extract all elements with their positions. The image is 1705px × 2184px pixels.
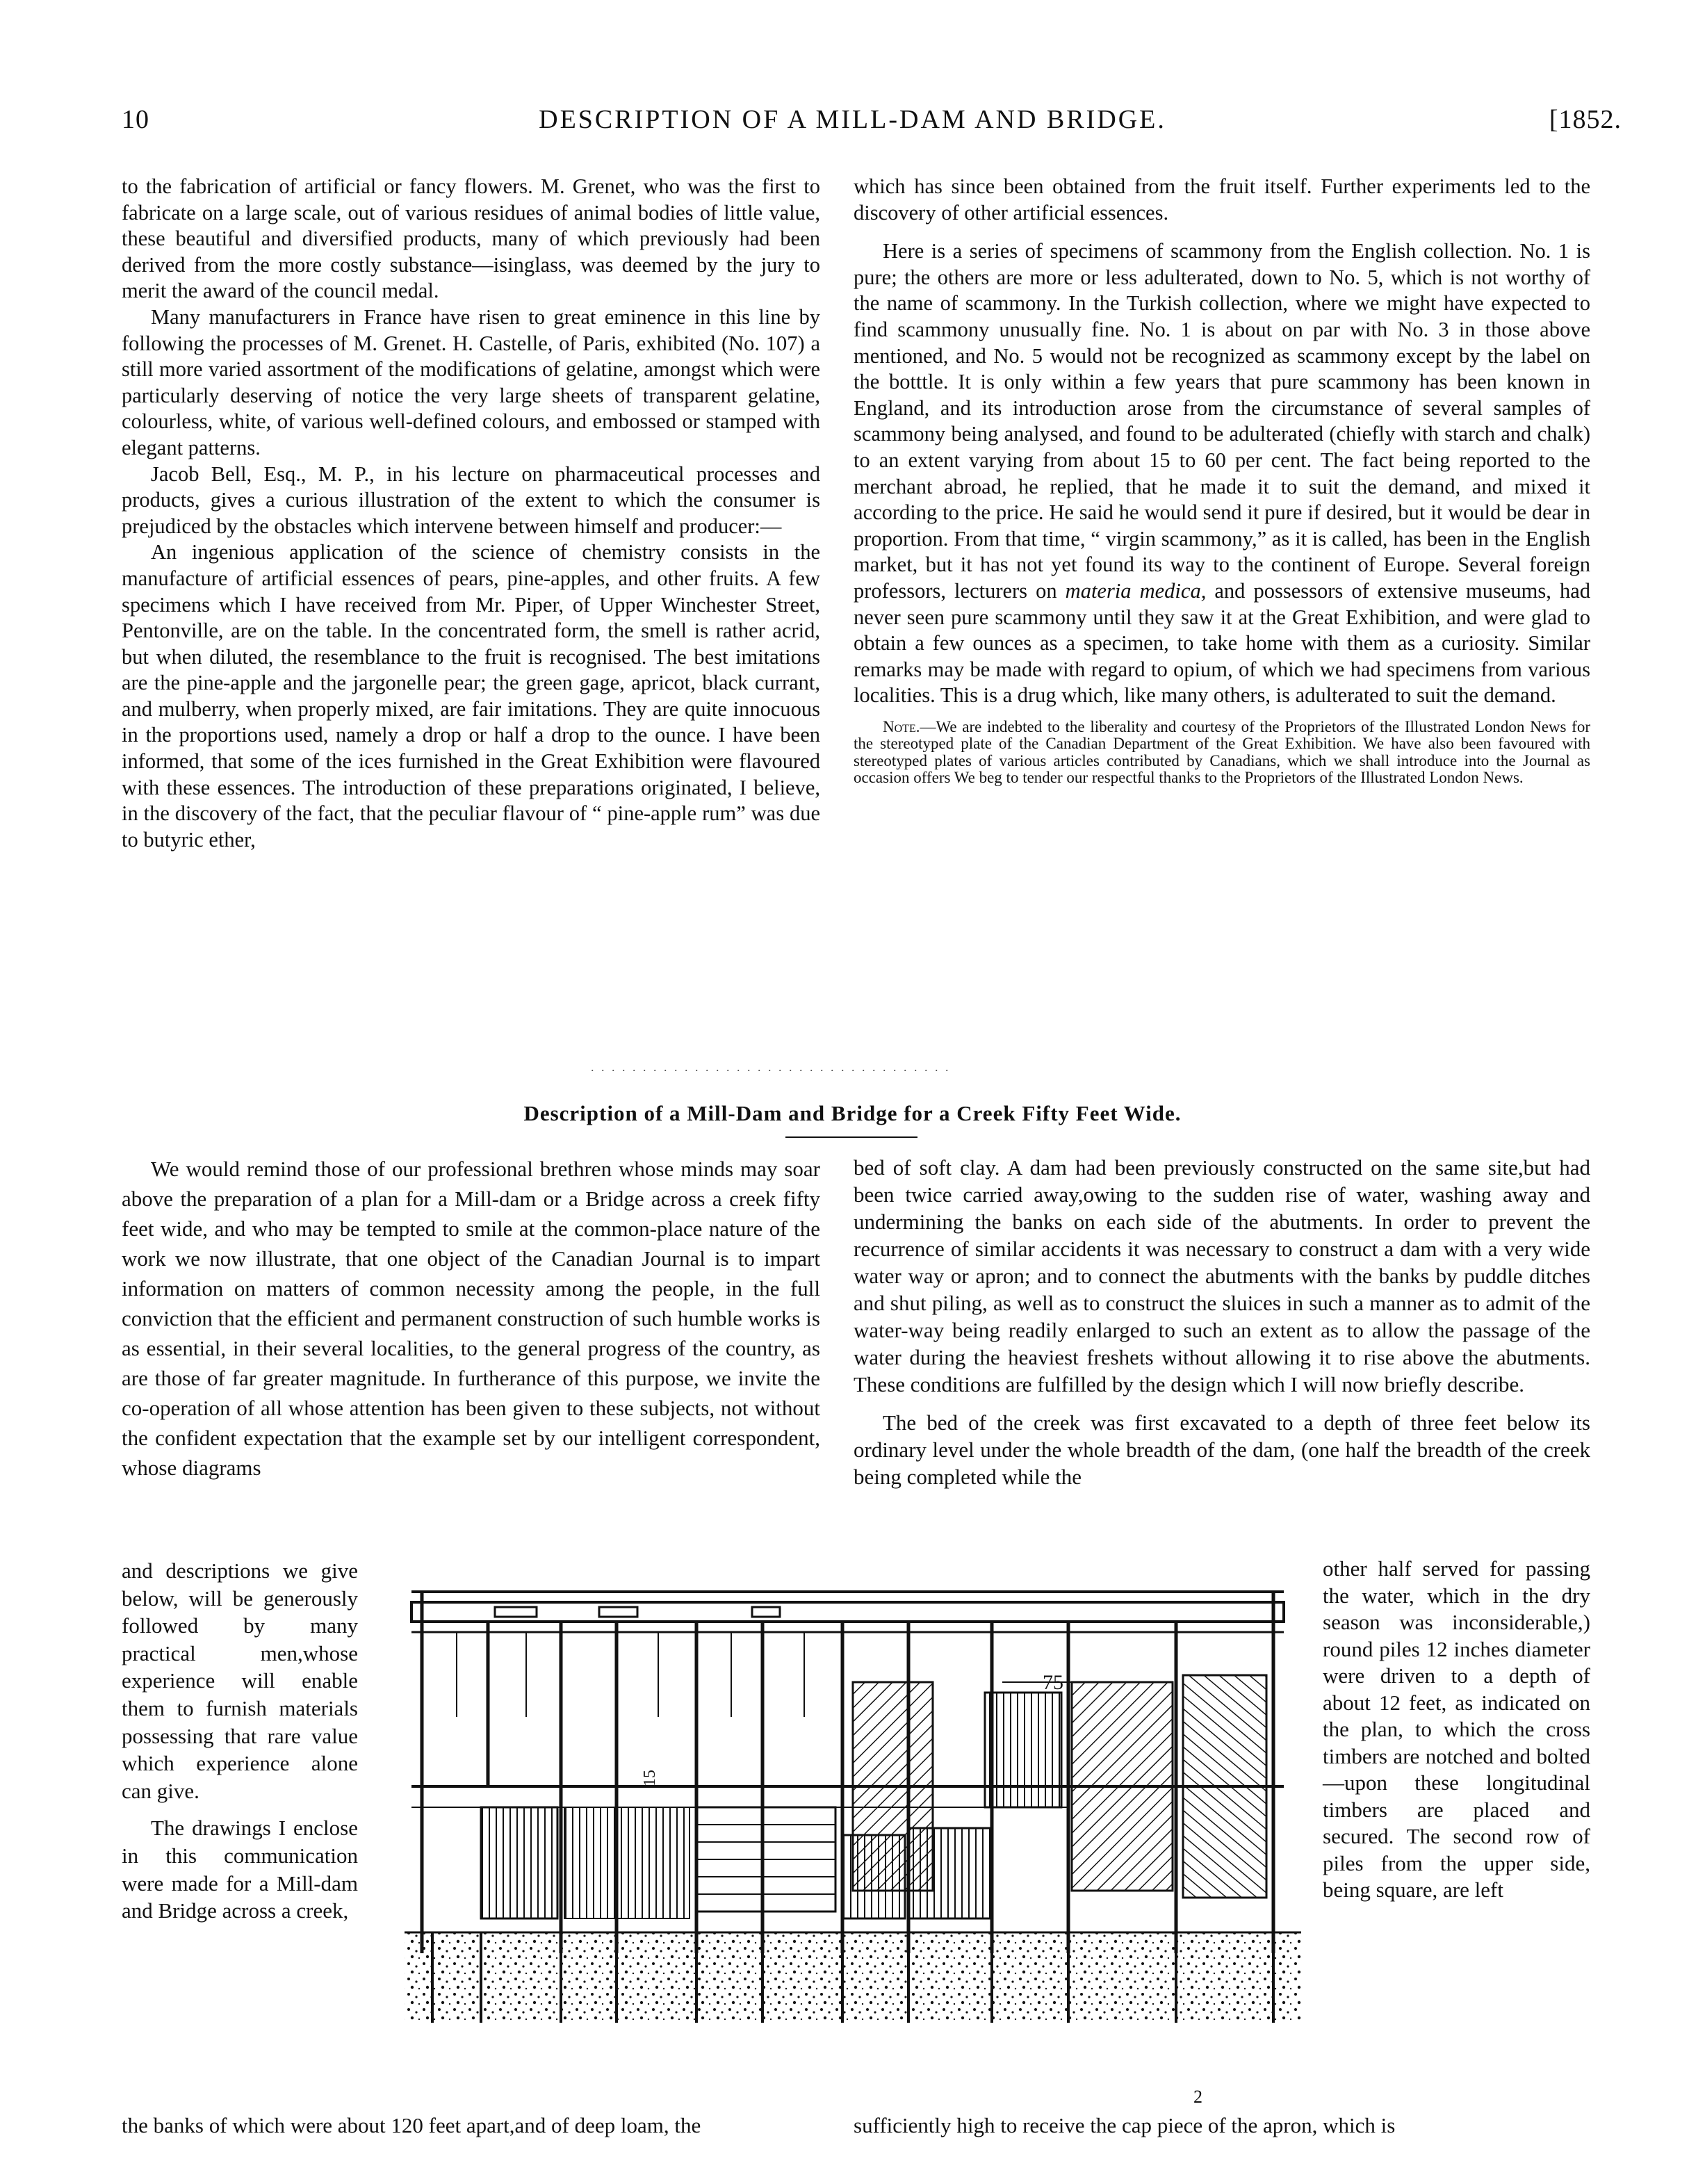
dimension-label-15: 15 <box>641 1770 659 1786</box>
article-paragraph: bed of soft clay. A dam had been previously constructed on the same site,but had been twice carried away,owing to the sudden rise of water, washing away and undermining the banks on each side of the abutments. In order to prevent the recurrence of similar accidents it was necessary to construct a dam with a very wide water way or apron; and to connect the abutments with the banks by puddle ditches and shut piling, as well as to construct the sluices in such a manner as to admit of the water-way being readily enlarged to such an extent as to allow the passage of the water during the heaviest freshets without allowing it to rise above the abutments. These conditions are fulfilled by the design which I will now briefly describe. <box>854 1155 1590 1396</box>
left-paragraph: to the fabrication of artificial or fancy flowers. M. Grenet, who was the first to fabricate on a large scale, out of various residues of animal bodies of little value, these beautiful and diversified products, many of which previously had been derived from the more costly substance—isinglass, was deemed by the jury to merit the award of the council medal. <box>122 174 820 303</box>
right-column <box>854 174 1590 787</box>
article-paragraph: other half served for passing the water, which in the dry season was inconsiderable,) round piles 12 inches diameter were driven to a depth of about 12 feet, as indicated on the plan, to which the cross timbers are notched and bolted—upon these longitudinal timbers are placed and secured. The second row of piles from the upper side, being square, are left <box>1323 1556 1590 1902</box>
article-paragraph: We would remind those of our professional brethren whose minds may soar above the preparation of a plan for a Mill-dam or a Bridge across a creek fifty feet wide, and who may be tempted to smile at the common-place nature of the work we now illustrate, that one object of the Canadian Journal is to impart information on matters of common necessity among the people, in the full conviction that the efficient and permanent construction of such humble works is as essential, in their several localities, to the general progress of the country, as are those of far greater magnitude. In furtherance of this purpose, we invite the co-operation of all whose attention has been given to these subjects, not without the confident expectation that the example set by our intelligent correspondent, whose diagrams <box>122 1157 820 1480</box>
running-title: DESCRIPTION OF A MILL-DAM AND BRIDGE. <box>539 105 1166 134</box>
article-paragraph: The drawings I enclose in this communication were made for a Mill-dam and Bridge across a creek, <box>122 1816 358 1923</box>
figure-mark-2: 2 <box>1193 2087 1202 2107</box>
left-column <box>122 174 820 853</box>
article-right-tail: sufficiently high to receive the cap piece of the apron, which is <box>854 2113 1396 2137</box>
header-year: [1852. <box>1549 105 1622 134</box>
dam-elevation-drawing <box>391 1578 1308 2127</box>
note-text: —We are indebted to the liberality and courtesy of the Proprietors of the Illustrated London News for the stereotyped plate of the Canadian Department of the Great Exhibition. We have also been favoured with stereotyped plates of various articles contributed by Canadians, which we shall introduce into the Journal as occasion offers We beg to tender our respectful thanks to the Proprietors of the Illustrated London News. <box>854 717 1590 787</box>
left-paragraph: Jacob Bell, Esq., M. P., in his lecture on pharmaceutical processes and products, gives a curious illustration of the extent to which the consumer is prejudiced by the obstacles which intervene between himself and producer:— <box>122 462 820 538</box>
right-paragraph: which has since been obtained from the fruit itself. Further experiments led to the discovery of other artificial essences. <box>854 174 1590 225</box>
scammony-text-cont: and possessors of extensive museums, had never seen pure scammony until they saw it at the Great Exhibition, and were glad to obtain a few ounces as a specimen, to take home with them as a curiosity. Similar remarks may be made with regard to opium, of which we had specimens from various localities. This is a drug which, like many others, is adulterated to suit the demand. <box>854 578 1590 708</box>
article-title: Description of a Mill-Dam and Bridge for a Creek Fifty Feet Wide. <box>523 1101 1182 1125</box>
quoted-paragraph: An ingenious application of the science of chemistry consists in the manufacture of artificial essences of pears, pine-apples, and other fruits. A few specimens which I have received from Mr. Piper, of Upper Winchester Street, Pentonville, are on the table. In the concentrated form, the smell is rather acrid, but when diluted, the resemblance to the fruit is recognised. The best imitations are the pine-apple and the jargonelle pear; the green gage, apricot, black currant, and mulberry, when properly mixed, are fair imitations. They are quite innocuous in the proportions used, namely a drop or half a drop to the ounce. I have been informed, that some of the ices furnished in the Great Exhibition were flavoured with these essences. The introduction of these preparations originated, I believe, in the discovery of the fact, that the peculiar flavour of “ pine-apple rum” was due to butyric ether, <box>122 540 820 851</box>
article-paragraph: and descriptions we give below, will be generously followed by many practical men,whose experience will enable them to furnish materials possessing that rare value which experience alone can give. <box>122 1558 358 1803</box>
ornament-dots: . . . . . . . . . . . . . . . . . . . . . . . . . . . . . . . . . . . <box>591 1060 951 1074</box>
editor-note <box>854 719 1590 787</box>
mill-dam-figure <box>391 1578 1308 2130</box>
article-right-narrow <box>1323 1556 1590 1904</box>
scammony-text: Here is a series of specimens of scammony from the English collection. No. 1 is pure; the others are more or less adulterated, down to No. 5, which is not worthy of the name of scammony. In the Turkish collection, where we might have expected to find scammony unusually fine. No. 1 is about on par with No. 3 in those above mentioned, and No. 5 would not be recognized as scammony except by the label on the botttle. It is only within a few years that pure scammony has been known in England, and its introduction arose from the circumstance of several samples of scammony being analysed, and found to be adulterated (chiefly with starch and chalk) to an extent varying from about 15 to 60 per cent. The fact being reported to the merchant abroad, he replied, that he made it to suit the demand, and mixed it according to the price. He said he would send it pure if desired, but it would be dear in proportion. From that time, “ virgin scammony,” as it is called, has been in the English market, but it has not yet found its way to the continent of Europe. Several foreign professors, lecturers on <box>854 239 1590 603</box>
article-left-narrow <box>122 1557 358 1925</box>
dimension-label-75: 75 <box>1043 1671 1063 1694</box>
article-left-tail: the banks of which were about 120 feet apart,and of deep loam, the <box>122 2113 701 2137</box>
note-label: Note. <box>883 717 920 735</box>
right-paragraph <box>854 238 1590 709</box>
page-number: 10 <box>122 105 149 134</box>
left-paragraph: Many manufacturers in France have risen to great eminence in this line by following the processes of M. Grenet. H. Castelle, of Paris, exhibited (No. 107) a still more varied assortment of the modifications of gelatine, amongst which were particularly deserving of notice the very large sheets of transparent gelatine, colourless, white, of various well-defined colours, and embossed or stamped with elegant patterns. <box>122 304 820 459</box>
italic-term: materia medica, <box>1065 578 1207 603</box>
title-rule <box>785 1136 917 1138</box>
article-paragraph: The bed of the creek was first excavated to a depth of three feet below its ordinary level under the whole breadth of the dam, (one half the breadth of the creek being completed while the <box>854 1410 1590 1489</box>
article-right-column <box>854 1154 1590 1490</box>
article-left-intro <box>122 1154 820 1483</box>
